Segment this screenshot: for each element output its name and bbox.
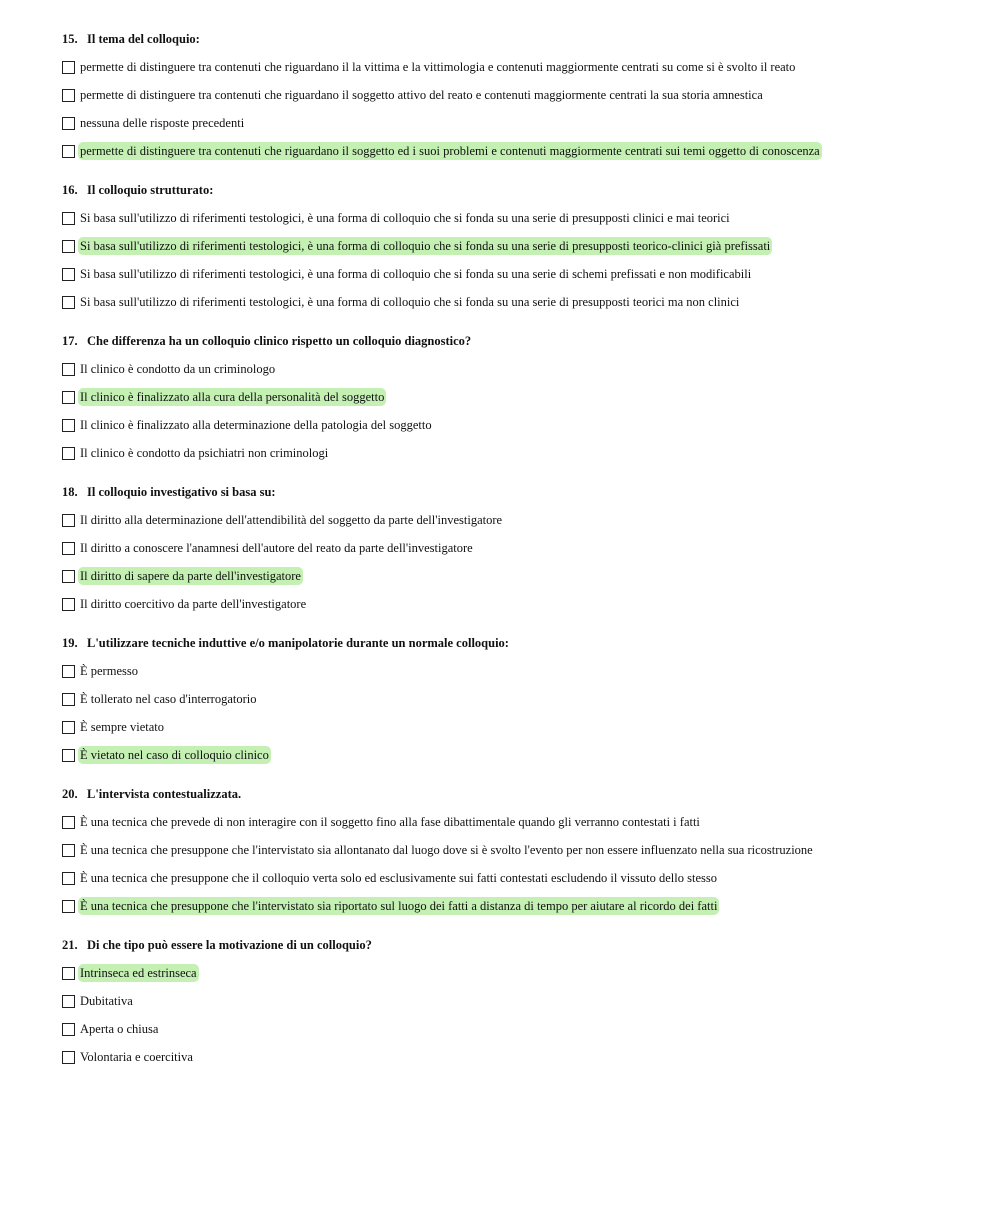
answer-text: Il diritto coercitivo da parte dell'investigatore [80, 597, 307, 611]
answer-checkbox[interactable] [62, 693, 75, 706]
answer-text: Si basa sull'utilizzo di riferimenti testologici, è una forma di colloquio che si fonda su una serie di presupposti teorico-clinici già prefissati [80, 239, 771, 253]
question-number: 19. [62, 636, 78, 650]
answer-option [62, 808, 1000, 836]
answer-text: È vietato nel caso di colloquio clinico [80, 748, 269, 762]
question-title [62, 786, 1000, 802]
question-17 [62, 333, 1000, 467]
answer-option [62, 137, 1000, 165]
question-text: L'utilizzare tecniche induttive e/o manipolatorie durante un normale colloquio: [87, 636, 509, 650]
question-21 [62, 937, 1000, 1071]
answer-checkbox[interactable] [62, 872, 75, 885]
question-18 [62, 484, 1000, 618]
answer-checkbox[interactable] [62, 212, 75, 225]
answer-option [62, 864, 1000, 892]
answer-checkbox[interactable] [62, 598, 75, 611]
answer-option [62, 892, 1000, 920]
answer-text: Il clinico è finalizzato alla determinazione della patologia del soggetto [80, 418, 432, 432]
answer-option [62, 657, 1000, 685]
answer-text: Si basa sull'utilizzo di riferimenti testologici, è una forma di colloquio che si fonda su una serie di schemi prefissati e non modificabili [80, 267, 752, 281]
answer-text: È una tecnica che presuppone che il colloquio verta solo ed esclusivamente sui fatti contestati escludendo il vissuto dello stesso [80, 871, 717, 885]
answer-checkbox[interactable] [62, 1023, 75, 1036]
answer-checkbox[interactable] [62, 816, 75, 829]
question-title [62, 937, 1000, 953]
answer-text: Volontaria e coercitiva [80, 1050, 193, 1064]
answer-checkbox[interactable] [62, 391, 75, 404]
answer-checkbox[interactable] [62, 1051, 75, 1064]
answer-option [62, 987, 1000, 1015]
question-15 [62, 31, 1000, 165]
answer-text: Il clinico è condotto da psichiatri non criminologi [80, 446, 329, 460]
answer-checkbox[interactable] [62, 995, 75, 1008]
answer-option [62, 713, 1000, 741]
answer-text: Il diritto a conoscere l'anamnesi dell'autore del reato da parte dell'investigatore [80, 541, 473, 555]
answer-checkbox[interactable] [62, 570, 75, 583]
answer-checkbox[interactable] [62, 844, 75, 857]
answer-checkbox[interactable] [62, 268, 75, 281]
answer-option [62, 260, 1000, 288]
question-number: 17. [62, 334, 78, 348]
question-text: Il tema del colloquio: [87, 32, 200, 46]
answer-option [62, 383, 1000, 411]
question-title [62, 31, 1000, 47]
answer-text: È tollerato nel caso d'interrogatorio [80, 692, 257, 706]
question-text: L'intervista contestualizzata. [87, 787, 242, 801]
question-16 [62, 182, 1000, 316]
answer-option [62, 204, 1000, 232]
question-text: Che differenza ha un colloquio clinico rispetto un colloquio diagnostico? [87, 334, 472, 348]
answer-text: È una tecnica che presuppone che l'intervistato sia allontanato dal luogo dove si è svolto l'evento per non essere influenzato nella sua ricostruzione [80, 843, 813, 857]
answer-option [62, 836, 1000, 864]
answer-text: Il diritto di sapere da parte dell'investigatore [80, 569, 301, 583]
answer-text: Intrinseca ed estrinseca [80, 966, 197, 980]
answer-text: Il clinico è finalizzato alla cura della personalità del soggetto [80, 390, 385, 404]
answer-checkbox[interactable] [62, 145, 75, 158]
answer-checkbox[interactable] [62, 363, 75, 376]
answer-checkbox[interactable] [62, 447, 75, 460]
answer-text: Si basa sull'utilizzo di riferimenti testologici, è una forma di colloquio che si fonda su una serie di presupposti teorici ma non clinici [80, 295, 740, 309]
answer-option [62, 1043, 1000, 1071]
question-title [62, 484, 1000, 500]
question-title [62, 635, 1000, 651]
question-number: 20. [62, 787, 78, 801]
question-text: Di che tipo può essere la motivazione di un colloquio? [87, 938, 372, 952]
answer-text: Il clinico è condotto da un criminologo [80, 362, 276, 376]
answer-option [62, 109, 1000, 137]
answer-option [62, 439, 1000, 467]
answer-text: Aperta o chiusa [80, 1022, 159, 1036]
answer-checkbox[interactable] [62, 721, 75, 734]
answer-option [62, 534, 1000, 562]
answer-option [62, 1015, 1000, 1043]
answer-checkbox[interactable] [62, 542, 75, 555]
answer-option [62, 232, 1000, 260]
answer-option [62, 959, 1000, 987]
answer-text: Dubitativa [80, 994, 133, 1008]
question-number: 18. [62, 485, 78, 499]
answer-text: È sempre vietato [80, 720, 164, 734]
answer-text: permette di distinguere tra contenuti che riguardano il la vittima e la vittimologia e contenuti maggiormente centrati su come si è svolto il reato [80, 60, 796, 74]
answer-option [62, 590, 1000, 618]
answer-checkbox[interactable] [62, 240, 75, 253]
answer-checkbox[interactable] [62, 117, 75, 130]
question-number: 16. [62, 183, 78, 197]
question-20 [62, 786, 1000, 920]
answer-checkbox[interactable] [62, 967, 75, 980]
answer-text: permette di distinguere tra contenuti che riguardano il soggetto attivo del reato e contenuti maggiormente centrati la sua storia amnestica [80, 88, 763, 102]
answer-checkbox[interactable] [62, 419, 75, 432]
answer-option [62, 81, 1000, 109]
answer-option [62, 411, 1000, 439]
answer-option [62, 288, 1000, 316]
answer-option [62, 562, 1000, 590]
question-19 [62, 635, 1000, 769]
answer-option [62, 53, 1000, 81]
answer-text: permette di distinguere tra contenuti che riguardano il soggetto ed i suoi problemi e contenuti maggiormente centrati sui temi oggetto di conoscenza [80, 144, 820, 158]
answer-option [62, 355, 1000, 383]
answer-checkbox[interactable] [62, 296, 75, 309]
answer-text: Si basa sull'utilizzo di riferimenti testologici, è una forma di colloquio che si fonda su una serie di presupposti clinici e mai teorici [80, 211, 730, 225]
question-text: Il colloquio strutturato: [87, 183, 214, 197]
question-text: Il colloquio investigativo si basa su: [87, 485, 276, 499]
answer-checkbox[interactable] [62, 665, 75, 678]
answer-text: nessuna delle risposte precedenti [80, 116, 245, 130]
answer-option [62, 506, 1000, 534]
answer-text: Il diritto alla determinazione dell'attendibilità del soggetto da parte dell'investigatore [80, 513, 503, 527]
answer-option [62, 741, 1000, 769]
answer-checkbox[interactable] [62, 89, 75, 102]
answer-checkbox[interactable] [62, 749, 75, 762]
answer-text: È una tecnica che prevede di non interagire con il soggetto fino alla fase dibattimentale quando gli verranno contestati i fatti [80, 815, 700, 829]
question-title [62, 333, 1000, 349]
question-title [62, 182, 1000, 198]
answer-checkbox[interactable] [62, 900, 75, 913]
question-number: 15. [62, 32, 78, 46]
answer-option [62, 685, 1000, 713]
question-number: 21. [62, 938, 78, 952]
answer-checkbox[interactable] [62, 61, 75, 74]
answer-text: È una tecnica che presuppone che l'intervistato sia riportato sul luogo dei fatti a distanza di tempo per aiutare al ricordo dei fatti [80, 899, 718, 913]
answer-text: È permesso [80, 664, 138, 678]
answer-checkbox[interactable] [62, 514, 75, 527]
